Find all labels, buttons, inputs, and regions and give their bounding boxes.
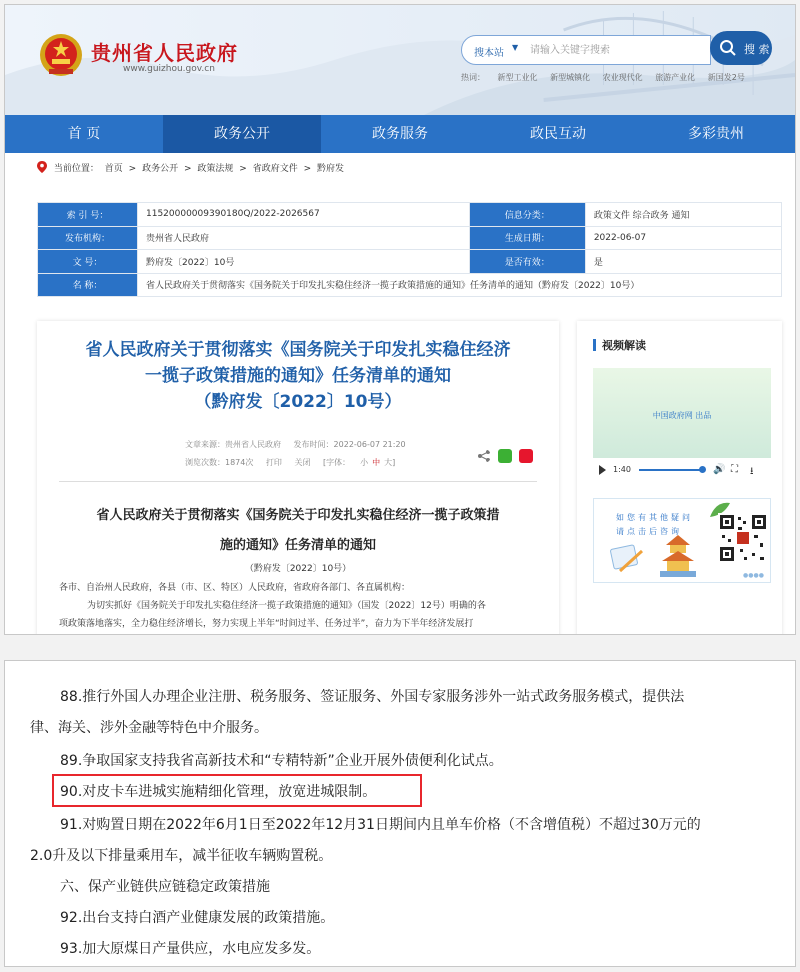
- weibo-icon[interactable]: [519, 449, 533, 463]
- qr-code-icon: [718, 513, 768, 563]
- breadcrumb-label: 当前位置：: [53, 164, 99, 174]
- font-size-label: [字体：: [323, 458, 351, 467]
- wechat-icon[interactable]: [498, 449, 512, 463]
- article-body-number: （黔府发〔2022〕10号）: [244, 564, 352, 574]
- search-box: [461, 35, 711, 65]
- close-link[interactable]: 关闭: [294, 458, 311, 467]
- highlight-box: [52, 774, 422, 807]
- site-header: [5, 5, 795, 115]
- share-icon[interactable]: [477, 449, 491, 463]
- index-label: 索 引 号：: [38, 203, 138, 227]
- article-title-line: 省人民政府关于贯彻落实《国务院关于印发扎实稳住经济: [85, 340, 511, 360]
- share-icons: [477, 445, 535, 464]
- sidebar: [577, 321, 782, 635]
- fullscreen-icon[interactable]: ⛶: [731, 464, 738, 475]
- nav-home[interactable]: 首 页: [67, 126, 101, 142]
- list-item: 93.加大原煤日产量供应，水电应发多发。: [60, 941, 321, 957]
- location-pin-icon: [37, 161, 47, 173]
- breadcrumb-link[interactable]: 省政府文件: [252, 164, 298, 174]
- video-progress-bar[interactable]: [639, 469, 701, 471]
- article-views: 浏览次数：1874次: [185, 458, 254, 467]
- hot-word-link[interactable]: 新国发2号: [707, 73, 745, 82]
- valid-value: 是: [585, 250, 781, 274]
- breadcrumb-separator: >: [239, 164, 247, 174]
- video-label: 中国政府网 出品: [652, 411, 712, 420]
- hot-word-link[interactable]: 旅游产业化: [655, 73, 696, 82]
- hot-words-label: 热词：: [461, 73, 485, 82]
- article-body-title-line: 省人民政府关于贯彻落实《国务院关于印发扎实稳住经济一揽子政策措: [96, 508, 500, 523]
- nav-government-affairs[interactable]: 政务公开: [163, 115, 321, 153]
- nav-services[interactable]: 政务服务: [372, 126, 428, 142]
- article-meta-row1: [185, 439, 416, 450]
- article-paragraph-line: 为切实抓好《国务院关于印发扎实稳住经济一揽子政策措施的通知》（国发〔2022〕12号）明确的各: [87, 601, 486, 611]
- hot-word-link[interactable]: 新型城镇化: [550, 73, 591, 82]
- font-large-link[interactable]: 大]: [384, 458, 396, 467]
- font-medium-link[interactable]: 中: [372, 458, 381, 467]
- article-paragraph-line: 项政策落地落实，全力稳住经济增长，努力实现上半年“时间过半、任务过半”，奋力为下半年经济发展打: [59, 619, 474, 629]
- issuer-value: 贵州省人民政府: [138, 226, 470, 250]
- list-item-highlighted: 90.对皮卡车进城实施精细化管理，放宽进城限制。: [60, 784, 377, 800]
- article-card: [37, 321, 559, 635]
- play-icon[interactable]: [599, 465, 606, 475]
- font-small-link[interactable]: 小: [360, 458, 369, 467]
- article-title-line: 一揽子政策措施的通知》任务清单的通知: [145, 366, 451, 386]
- list-item: 92.出台支持白酒产业健康发展的政策措施。: [60, 910, 335, 926]
- document-info-table: [37, 202, 782, 297]
- breadcrumb-link[interactable]: 政策法规: [197, 164, 234, 174]
- index-value: 11520000009390180Q/2022-2026567: [138, 203, 470, 227]
- category-label: 信息分类：: [469, 203, 585, 227]
- main-nav: [5, 115, 795, 153]
- breadcrumb-separator: >: [128, 164, 137, 174]
- breadcrumb: [37, 161, 347, 174]
- article-body-title-line: 施的通知》任务清单的通知: [219, 538, 376, 553]
- search-button[interactable]: [710, 31, 772, 65]
- consult-text: 如您有其他疑问请点击后咨询: [616, 513, 693, 536]
- list-item: 91.对购置日期在2022年6月1日至2022年12月31日期间内且单车价格（不含增值税）不超过30万元的: [60, 817, 701, 833]
- valid-label: 是否有效：: [469, 250, 585, 274]
- divider: [59, 481, 537, 482]
- list-item: 88.推行外国人办理企业注册、税务服务、签证服务、外国专家服务涉外一站式政务服务模式，提供法: [60, 689, 685, 705]
- hot-word-link[interactable]: 新型工业化: [497, 73, 538, 82]
- section-heading: 六、保产业链供应链稳定政策措施: [60, 879, 270, 895]
- national-emblem-icon[interactable]: [39, 33, 83, 77]
- site-url: www.guizhou.gov.cn: [123, 64, 215, 74]
- print-link[interactable]: 打印: [265, 458, 282, 467]
- hot-words: [461, 72, 755, 83]
- video-section-heading: [593, 337, 646, 353]
- doc-number-value: 黔府发〔2022〕10号: [138, 250, 470, 274]
- breadcrumb-separator: >: [303, 164, 312, 174]
- article-source: 文章来源：贵州省人民政府: [185, 440, 281, 449]
- date-label: 生成日期：: [469, 226, 585, 250]
- search-button-label: 搜 索: [744, 43, 770, 56]
- video-player[interactable]: [593, 368, 771, 458]
- video-time: 1:40: [613, 465, 631, 474]
- nav-colorful-guizhou[interactable]: 多彩贵州: [688, 126, 744, 142]
- breadcrumb-separator: >: [183, 164, 192, 174]
- list-item-continuation: 律、海关、涉外金融等特色中介服务。: [30, 720, 268, 736]
- category-value: 政策文件 综合政务 通知: [585, 203, 781, 227]
- video-controls: [593, 460, 771, 480]
- name-value: 省人民政府关于贯彻落实《国务院关于印发扎实稳住经济一揽子政策措施的通知》任务清单的通知（黔府发〔2022〕10号）: [138, 273, 782, 297]
- doc-number-label: 文 号：: [38, 250, 138, 274]
- consult-banner[interactable]: [593, 498, 771, 583]
- hot-word-link[interactable]: 农业现代化: [602, 73, 643, 82]
- chevron-down-icon[interactable]: ▼: [512, 43, 519, 52]
- issuer-label: 发布机构：: [38, 226, 138, 250]
- date-value: 2022-06-07: [585, 226, 781, 250]
- breadcrumb-link[interactable]: 首页: [104, 164, 123, 174]
- decorative-dots: ●●●●: [743, 572, 764, 579]
- article-publish-time: 发布时间：2022-06-07 21:20: [293, 440, 406, 449]
- search-icon: [719, 39, 737, 57]
- download-icon[interactable]: ⭳: [750, 466, 754, 477]
- site-title[interactable]: 贵州省人民政府: [91, 41, 238, 65]
- article-meta-row2: [185, 457, 405, 468]
- article-body-title: [59, 501, 537, 561]
- article-addressee: 各市、自治州人民政府，各县（市、区、特区）人民政府，省政府各部门、各直属机构：: [59, 583, 411, 593]
- search-scope-select[interactable]: 搜本站: [474, 48, 504, 59]
- breadcrumb-link[interactable]: 黔府发: [317, 164, 345, 174]
- article-title: [37, 337, 559, 415]
- volume-icon[interactable]: 🔊: [713, 464, 726, 475]
- government-web-page: [4, 4, 796, 635]
- list-item: 89.争取国家支持我省高新技术和“专精特新”企业开展外债便利化试点。: [60, 753, 503, 769]
- video-progress-handle[interactable]: [699, 466, 706, 473]
- list-item-continuation: 2.0升及以下排量乘用车，减半征收车辆购置税。: [30, 848, 333, 864]
- pagoda-icon: [656, 533, 700, 579]
- nav-interaction[interactable]: 政民互动: [530, 126, 586, 142]
- document-pen-icon: [606, 541, 646, 575]
- article-title-line: （黔府发〔2022〕10号）: [194, 392, 402, 412]
- search-input[interactable]: [530, 41, 700, 59]
- name-label: 名 称：: [38, 273, 138, 297]
- breadcrumb-link[interactable]: 政务公开: [142, 164, 179, 174]
- video-heading-text: 视频解读: [602, 339, 646, 352]
